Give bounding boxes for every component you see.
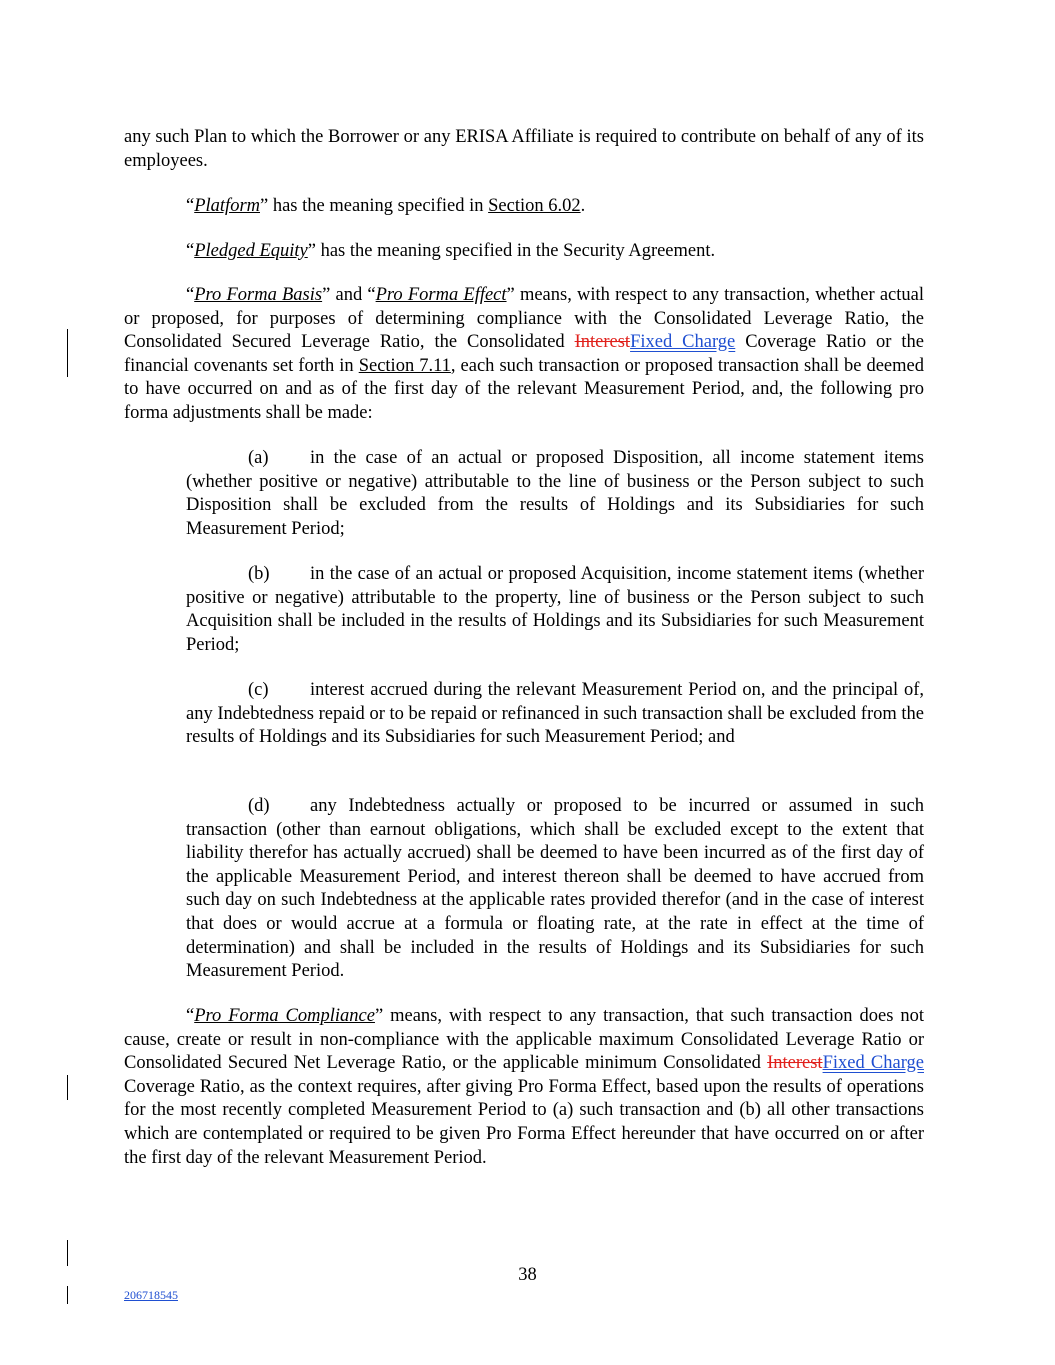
- defined-term-pro-forma-effect: Pro Forma Effect: [375, 285, 507, 305]
- document-id[interactable]: 206718545: [124, 1288, 178, 1302]
- definition-text: , each such transaction or proposed transaction shall be deemed to have occurred on and as of the first day of the relevant Measurement Period, and, the following pro forma adjustments shall be made:: [124, 355, 924, 423]
- defined-term-pro-forma-compliance: Pro Forma Compliance: [194, 1006, 375, 1026]
- change-bar: [67, 1075, 68, 1100]
- definition-text: Coverage Ratio, as the context requires, after giving Pro Forma Effect, based upon the results of operations for the most recently completed Measurement Period to (a) such transaction and (b) all other transactions which are contemplated or required to be given Pro Forma Effect hereunder that have occurred on or after the first day of the relevant Measurement Period.: [124, 1076, 924, 1168]
- close-quote: ”: [506, 285, 515, 305]
- section-reference-7-11[interactable]: Section 7.11: [358, 355, 451, 376]
- definition-platform: [124, 195, 924, 219]
- defined-term-platform: Platform: [194, 196, 260, 216]
- plan-definition-tail: any such Plan to which the Borrower or any ERISA Affiliate is required to contribute on behalf of any of its employees.: [124, 127, 924, 171]
- clause-label: (b): [248, 564, 270, 584]
- clause-text: in the case of an actual or proposed Disposition, all income statement items (whether positive or negative) attributable to the line of business or the Person subject to such Disposition shall be excluded from the results of Holdings and its Subsidiaries for such Measurement Period;: [186, 448, 924, 539]
- close-quote: ”: [260, 196, 269, 216]
- definition-text: means, with respect to any transaction, whether actual or proposed, for purposes of determining compliance with the Consolidated Leverage Ratio, the Consolidated Secured Leverage Ratio, the Consolidated: [124, 285, 924, 353]
- clause-text: in the case of an actual or proposed Acquisition, income statement items (whether positive or negative) attributable to the property, line of business or the Person subject to such Acquisition shall be included in the results of Holdings and its Subsidiaries for such Measurement Period;: [186, 564, 924, 655]
- clause-label: (d): [248, 796, 270, 816]
- period: .: [580, 196, 586, 216]
- defined-term-pro-forma-basis: Pro Forma Basis: [194, 285, 323, 305]
- clause-label: (a): [248, 448, 269, 468]
- definition-text: means, with respect to any transaction, that such transaction does not cause, create or result in non-compliance with the applicable maximum Consolidated Leverage Ratio or Consolidated Secured Net Leverage Ratio, or the applicable minimum Consolidated: [124, 1006, 925, 1074]
- inserted-text: Fixed Charge: [630, 332, 736, 353]
- clause-label: (c): [248, 680, 269, 700]
- close-quote: ”: [322, 285, 331, 305]
- change-bar: [67, 329, 68, 377]
- definition-text: has the meaning specified in the Security Agreement.: [315, 241, 716, 261]
- clause-d: [186, 795, 924, 984]
- open-quote: “: [186, 196, 195, 216]
- defined-term-pledged-equity: Pledged Equity: [194, 241, 308, 261]
- close-quote: ”: [374, 1006, 384, 1026]
- definition-pledged-equity: [124, 240, 924, 264]
- clause-b: [186, 563, 924, 657]
- open-quote: “: [186, 241, 195, 261]
- definition-pro-forma-basis: [124, 284, 924, 426]
- clause-c: [186, 679, 924, 750]
- clause-text: interest accrued during the relevant Measurement Period on, and the principal of, any Indebtedness repaid or to be repaid or refinanced in such transaction shall be excluded from the results of Holdings and its Subsidiaries for such Measurement Period; and: [186, 680, 924, 748]
- change-bar: [67, 1240, 68, 1266]
- clause-a: [186, 447, 924, 541]
- inserted-text: Fixed Charge: [822, 1053, 924, 1074]
- open-quote: “: [367, 285, 376, 305]
- deleted-text: Interest: [767, 1053, 823, 1074]
- section-reference-6-02[interactable]: Section 6.02: [488, 196, 581, 216]
- open-quote: “: [186, 285, 195, 305]
- clause-text: any Indebtedness actually or proposed to be incurred or assumed in such transaction (other than earnout obligations, which shall be excluded except to the extent that liability therefor has actually accrued) shall be deemed to have been incurred as of the first day of the applicable Measurement Period, and interest thereon shall be deemed to have accrued from such day on such Indebtedness at the applicable rates provided therefor (and in the case of interest that does or would accrue at a formula or floating rate, at the rate in effect at the time of determination) and shall be included in the results of Holdings and its Subsidiaries for such Measurement Period.: [186, 796, 924, 982]
- close-quote: ”: [307, 241, 316, 261]
- page-number: 38: [518, 1265, 537, 1285]
- open-quote: “: [186, 1006, 195, 1026]
- and-text: and: [330, 285, 368, 305]
- definition-text: Coverage Ratio or the financial covenants set forth in: [124, 332, 924, 376]
- change-bar: [67, 1286, 68, 1304]
- definition-text: has the meaning specified in: [268, 196, 489, 216]
- deleted-text: Interest: [574, 332, 631, 353]
- definition-pro-forma-compliance: [124, 1005, 924, 1170]
